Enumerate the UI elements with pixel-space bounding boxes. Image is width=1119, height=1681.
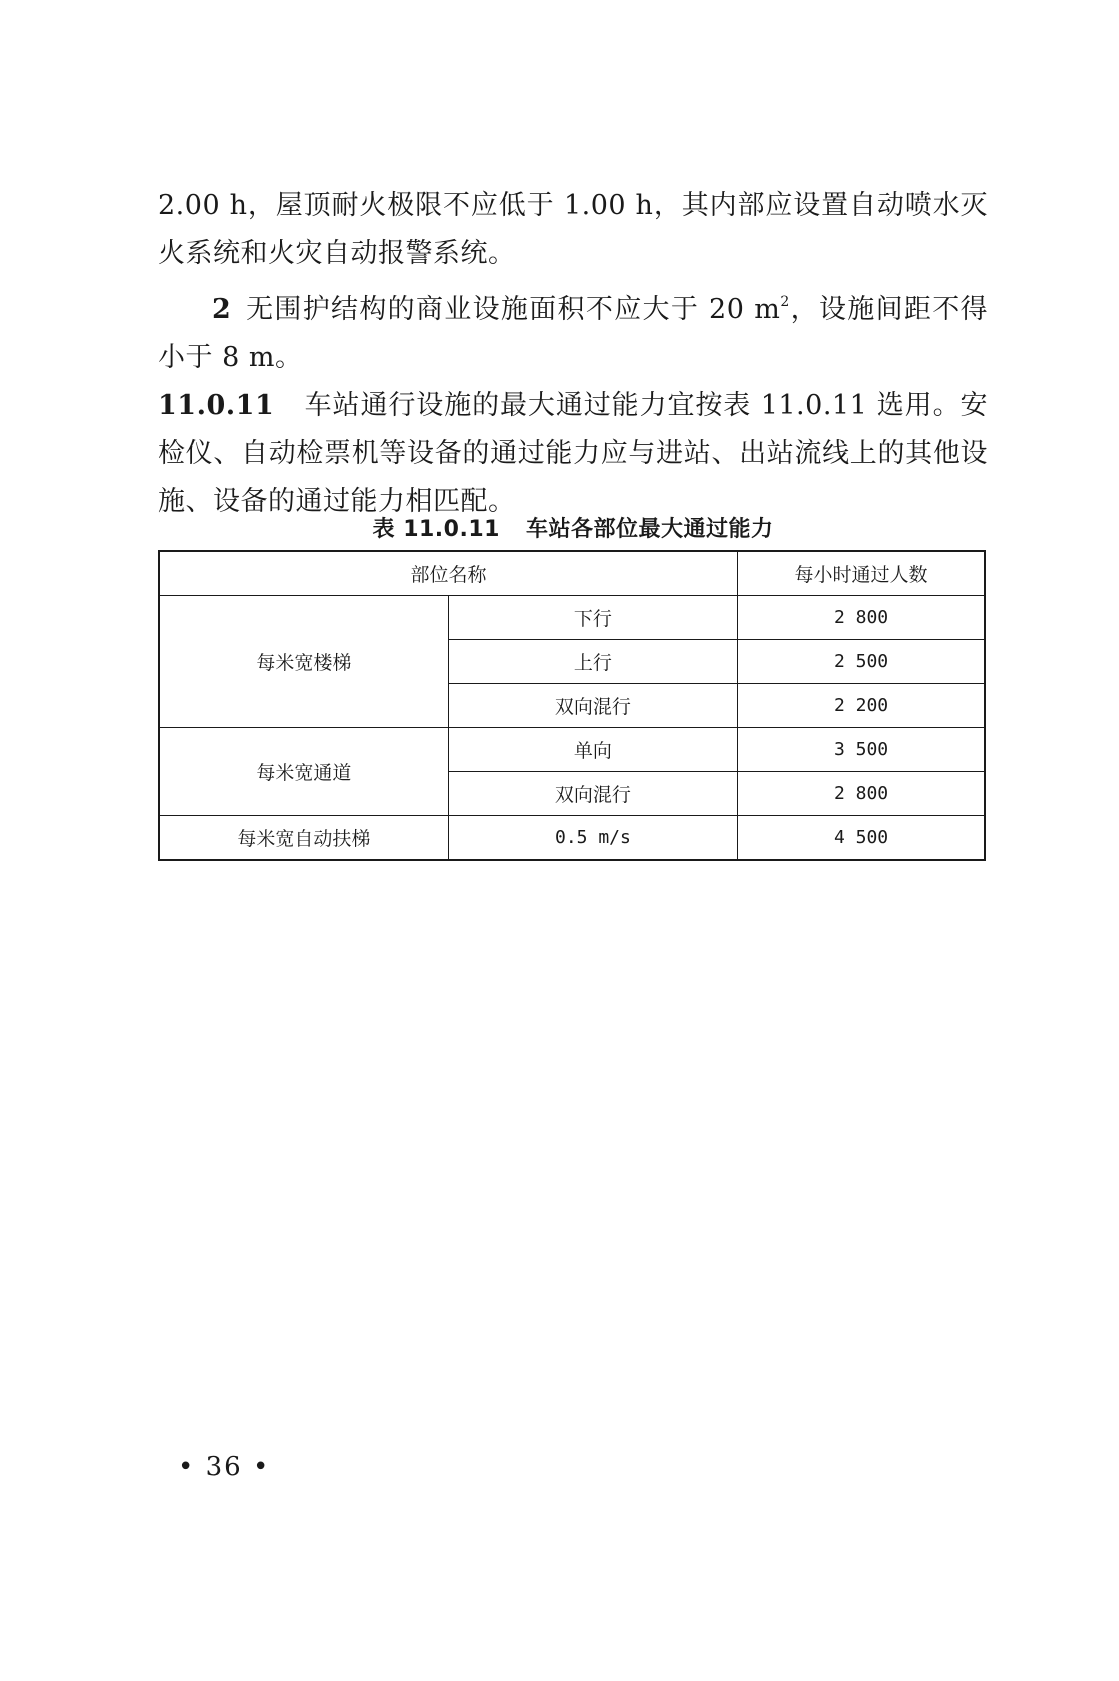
capacity-value: 4 500 [738,816,985,861]
sub-label: 双向混行 [448,684,737,728]
sub-label: 下行 [448,596,737,640]
table-caption [158,512,988,543]
stairs-label: 每米宽楼梯 [159,596,448,728]
clause-11-0-11 [158,382,988,526]
capacity-value: 2 500 [738,640,985,684]
table-row [159,816,985,861]
body-text [158,182,988,526]
clause-number: 11.0.11 [158,390,275,421]
header-part-name: 部位名称 [159,551,738,596]
item-text-a: 无围护结构的商业设施面积不应大于 20 m [245,294,781,325]
table-row [159,728,985,772]
item-text-b: ，设施间距不得小于 8 m。 [158,294,989,373]
item-number: 2 [212,294,232,325]
passage-label: 每米宽通道 [159,728,448,816]
sub-label: 0.5 m/s [448,816,737,861]
capacity-value: 2 200 [738,684,985,728]
capacity-value: 2 800 [738,596,985,640]
page-number: • 36 • [178,1452,271,1482]
superscript: 2 [780,294,790,310]
header-capacity: 每小时通过人数 [738,551,985,596]
table-row [159,596,985,640]
table-header-row [159,551,985,596]
sub-label: 单向 [448,728,737,772]
item-2 [158,278,988,382]
clause-text: 车站通行设施的最大通过能力宜按表 11.0.11 选用。安检仪、自动检票机等设备的通过能力应与进站、出站流线上的其他设施、设备的通过能力相匹配。 [158,390,988,517]
table-caption-title: 车站各部位最大通过能力 [525,517,774,542]
sub-label: 上行 [448,640,737,684]
paragraph-continuation: 2.00 h，屋顶耐火极限不应低于 1.00 h，其内部应设置自动喷水灭火系统和火灾自动报警系统。 [158,190,988,269]
capacity-table [158,550,986,861]
capacity-value: 2 800 [738,772,985,816]
capacity-value: 3 500 [738,728,985,772]
sub-label: 双向混行 [448,772,737,816]
escalator-label: 每米宽自动扶梯 [159,816,448,861]
table-caption-number: 表 11.0.11 [372,517,500,542]
